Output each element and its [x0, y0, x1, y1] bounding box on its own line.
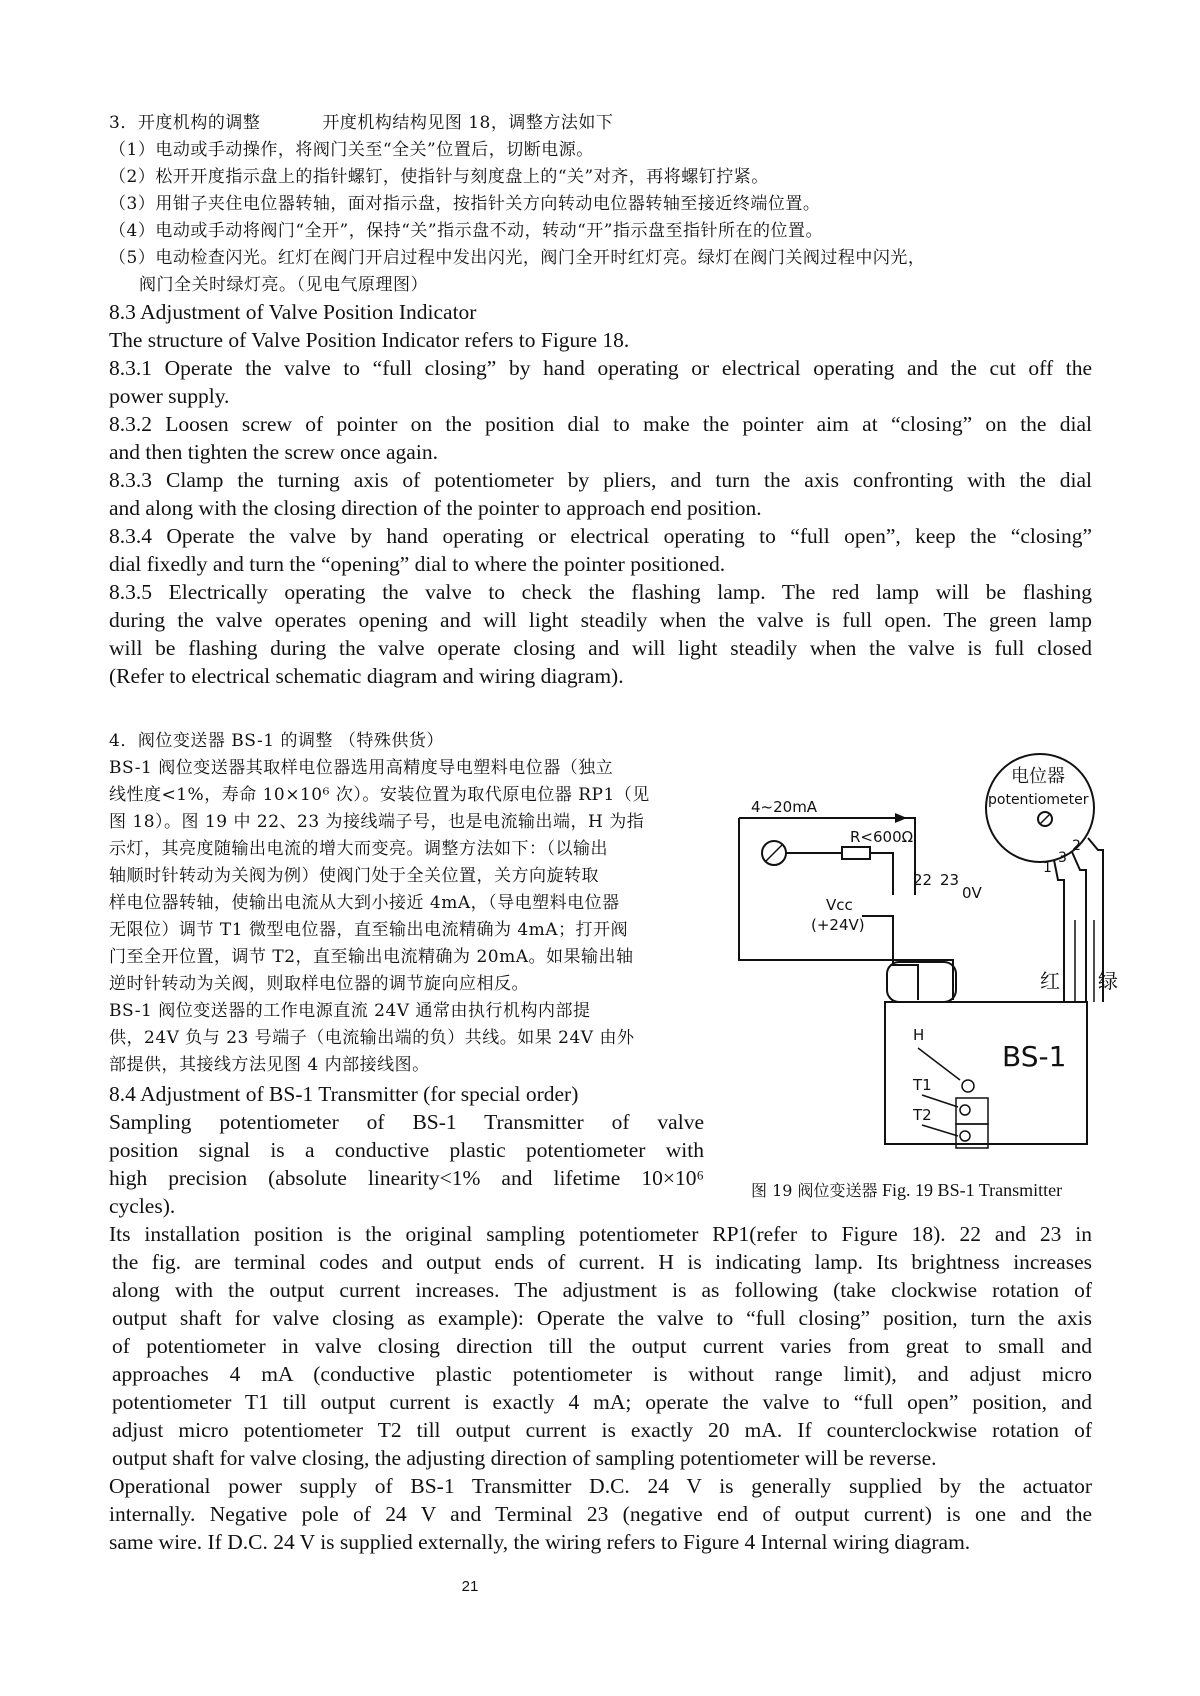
potentiometer-pin-3-label: 3: [1058, 850, 1067, 866]
section83-line: 8.3.1 Operate the valve to “full closing” by hand operating or electrical operating and the cut off the: [109, 356, 1092, 380]
trimmer-t2-contact: [960, 1131, 970, 1141]
trimmer-t1-label: T1: [913, 1076, 932, 1094]
section84-install-line: output shaft for valve closing, the adjusting direction of sampling potentiometer will be reverse.: [112, 1446, 937, 1470]
bs1-module-label: BS-1: [1002, 1040, 1067, 1073]
section4-line: BS-1 阀位变送器的工作电源直流 24V 通常由执行机构内部提: [109, 1001, 591, 1021]
section84-install-line: the fig. are terminal codes and output ends of current. H is indicating lamp. Its brightness increases: [112, 1250, 1092, 1274]
section3-step-5-continued: 阀门全关时绿灯亮。（见电气原理图）: [139, 275, 428, 295]
section83-line: power supply.: [109, 384, 230, 408]
section4-line: 图 18）。图 19 中 22、23 为接线端子号，也是电流输出端，H 为指: [109, 812, 645, 832]
section3-step-5: （5）电动检查闪光。红灯在阀门开启过程中发出闪光，阀门全开时红灯亮。绿灯在阀门关阀过程中闪光，: [109, 248, 926, 268]
section4-heading: 4．阀位变送器 BS-1 的调整 （特殊供货）: [109, 731, 444, 751]
current-range-label: 4~20mA: [751, 798, 818, 816]
trimmer-t2-label: T2: [913, 1106, 932, 1124]
section4-line: 供，24V 负与 23 号端子（电流输出端的负）共线。如果 24V 由外: [109, 1028, 635, 1048]
section84-install-line: Its installation position is the original sampling potentiometer RP1(refer to Figure 18). 22 and 23 in: [109, 1222, 1092, 1246]
section83-line: (Refer to electrical schematic diagram and wiring diagram).: [109, 664, 624, 688]
figure-19-caption: [751, 1178, 1062, 1201]
vcc-label: Vcc: [826, 896, 853, 914]
section3-heading-title: 3．开度机构的调整: [109, 113, 261, 133]
section83-line: and then tighten the screw once again.: [109, 440, 438, 464]
terminal-23-label: 23: [940, 871, 960, 889]
section84-power-line: same wire. If D.C. 24 V is supplied externally, the wiring refers to Figure 4 Internal wiring diagram.: [109, 1530, 971, 1554]
lamp-h-contact: [962, 1080, 974, 1092]
section3-step-4: （4）电动或手动将阀门“全开”，保持“关”指示盘不动，转动“开”指示盘至指针所在的位置。: [109, 221, 823, 241]
section83-line: 8.3.4 Operate the valve by hand operating or electrical operating to “full open”, keep the “closing”: [109, 524, 1092, 548]
figure-19-caption-cn: 图 19 阀位变送器: [751, 1181, 878, 1200]
section83-line: 8.3.3 Clamp the turning axis of potentiometer by pliers, and turn the axis confronting with the dial: [109, 468, 1092, 492]
section4-line: 无限位）调节 T1 微型电位器，直至输出电流精确为 4mA；打开阀: [109, 920, 629, 940]
section83-intro: The structure of Valve Position Indicator refers to Figure 18.: [109, 328, 630, 352]
page-number: 21: [461, 1578, 479, 1595]
section4-line: 部提供，其接线方法见图 4 内部接线图。: [109, 1055, 430, 1075]
section84-install-line: adjust micro potentiometer T2 till output current is exactly 20 mA. If counterclockwise rotation of: [112, 1418, 1092, 1442]
section83-line: during the valve operates opening and will light steadily when the valve is full open. The green lamp: [109, 608, 1092, 632]
section84-cycles: cycles).: [109, 1194, 176, 1218]
resistor-label: R<600Ω: [850, 828, 914, 846]
section4-line: 门至全开位置，调节 T2，直至输出电流精确为 20mA。如果输出轴: [109, 947, 634, 967]
current-arrow-head: [895, 813, 907, 823]
section84-line: position signal is a conductive plastic potentiometer with: [109, 1138, 704, 1162]
section83-line: will be flashing during the valve operate closing and will light steadily when the valve is full closed: [109, 636, 1092, 660]
potentiometer-label-en: potentiometer: [988, 792, 1089, 808]
section84-line: Sampling potentiometer of BS-1 Transmitter of valve: [109, 1110, 704, 1134]
section4-line: 线性度<1%，寿命 10×10⁶ 次）。安装位置为取代原电位器 RP1（见: [109, 785, 650, 805]
section4-line: 示灯，其亮度随输出电流的增大而变亮。调整方法如下：（以输出: [109, 839, 608, 859]
section4-line: BS-1 阀位变送器其取样电位器选用高精度导电塑料电位器（独立: [109, 758, 614, 778]
section4-line: 轴顺时针转动为关阀为例）使阀门处于全关位置，关方向旋转取: [109, 866, 599, 886]
section84-install-line: output shaft for valve closing as example): Operate the valve to “full closing” position, turn the axis: [112, 1306, 1092, 1330]
lamp-h-label: H: [913, 1026, 925, 1044]
section3-step-3: （3）用钳子夹住电位器转轴，面对指示盘，按指针关方向转动电位器转轴至接近终端位置。: [109, 194, 821, 214]
section84-title: 8.4 Adjustment of BS-1 Transmitter (for special order): [109, 1082, 579, 1106]
figure-19-caption-en: Fig. 19 BS-1 Transmitter: [882, 1180, 1063, 1200]
terminal-22-label: 22: [913, 871, 933, 889]
section83-line: 8.3.2 Loosen screw of pointer on the position dial to make the pointer aim at “closing” on the dial: [109, 412, 1092, 436]
section84-install-line: approaches 4 mA (conductive plastic potentiometer is without range limit), and adjust micro: [112, 1362, 1092, 1386]
trimmer-t1-contact: [960, 1105, 970, 1115]
potentiometer-label-cn: 电位器: [1011, 766, 1065, 787]
bs1-terminal-block: [887, 962, 956, 1002]
section4-line: 逆时针转动为关阀，则取样电位器的调节旋向应相反。: [109, 974, 529, 994]
section83-line: 8.3.5 Electrically operating the valve to check the flashing lamp. The red lamp will be flashing: [109, 580, 1092, 604]
potentiometer-pin-2-label: 2: [1072, 838, 1081, 854]
section84-power-line: internally. Negative pole of 24 V and Terminal 23 (negative end of output current) is one and the: [109, 1502, 1092, 1526]
potentiometer-pin-1-label: 1: [1043, 860, 1052, 876]
vcc-value-label: (+24V): [811, 916, 865, 934]
section4-line: 样电位器转轴，使输出电流从大到小接近 4mA，（导电塑料电位器: [109, 893, 620, 913]
green-lamp-label: 绿: [1098, 969, 1118, 993]
section84-install-line: of potentiometer in valve closing direction till the output current varies from great to small and: [112, 1334, 1092, 1358]
section84-line: high precision (absolute linearity<1% and lifetime 10×10⁶: [109, 1166, 704, 1190]
section84-install-line: along with the output current increases. The adjustment is as following (take clockwise rotation of: [112, 1278, 1092, 1302]
resistor-wire: [870, 853, 893, 895]
section84-install-line: potentiometer T1 till output current is exactly 4 mA; operate the valve to “full open” position, and: [112, 1390, 1092, 1414]
red-lamp-label: 红: [1040, 969, 1060, 993]
section83-line: and along with the closing direction of the pointer to approach end position.: [109, 496, 762, 520]
potentiometer-pin-3: [1072, 852, 1086, 1002]
section3-step-1: （1）电动或手动操作，将阀门关至“全关”位置后，切断电源。: [109, 140, 594, 160]
zero-volt-label: 0V: [962, 884, 982, 902]
section3-step-2: （2）松开开度指示盘上的指针螺钉，使指针与刻度盘上的“关”对齐，再将螺钉拧紧。: [109, 167, 769, 187]
vcc-wire: [862, 916, 918, 1000]
section83-line: dial fixedly and turn the “opening” dial to where the pointer positioned.: [109, 552, 726, 576]
t2-lead: [922, 1125, 958, 1136]
section83-title: 8.3 Adjustment of Valve Position Indicator: [109, 300, 477, 324]
potentiometer-screw-slot: [1040, 814, 1050, 824]
section3-heading-note: 开度机构结构见图 18，调整方法如下: [322, 113, 614, 133]
load-resistor: [842, 847, 870, 859]
section84-power-line: Operational power supply of BS-1 Transmitter D.C. 24 V is generally supplied by the actuator: [109, 1474, 1092, 1498]
